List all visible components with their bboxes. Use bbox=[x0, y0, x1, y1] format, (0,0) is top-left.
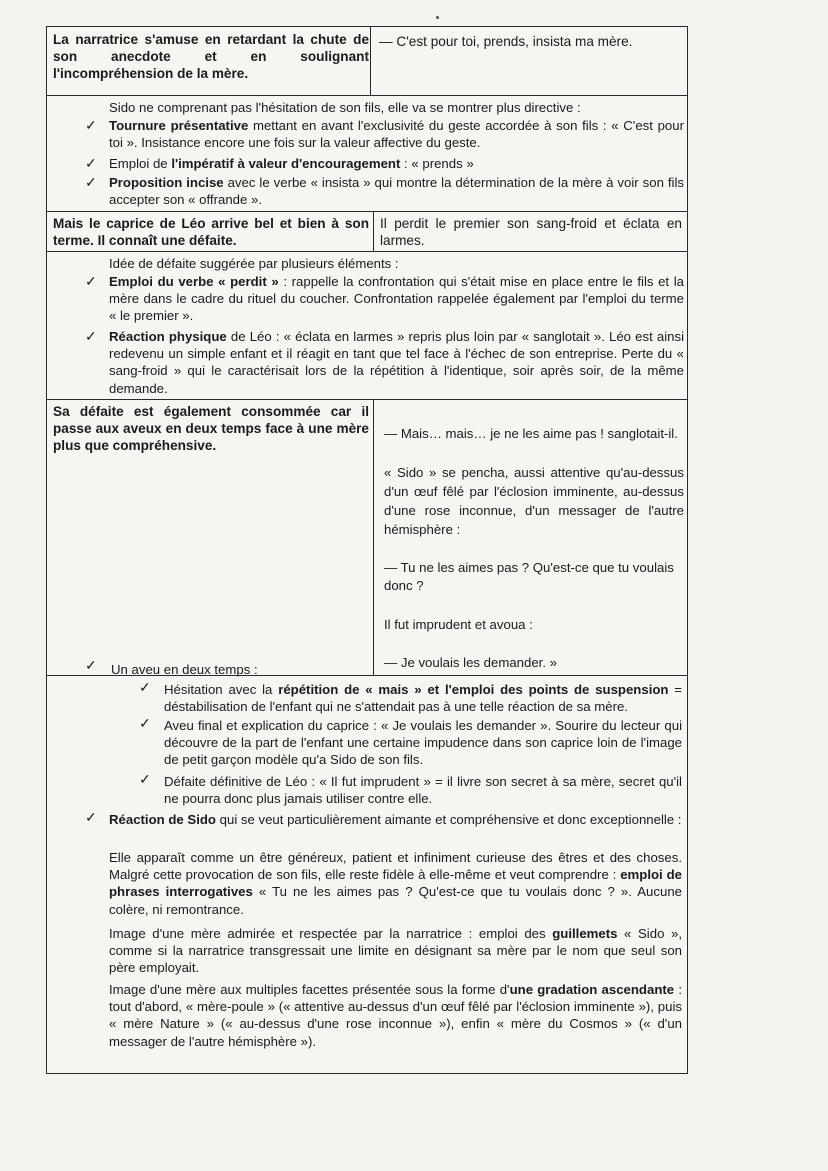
check-icon: ✓ bbox=[85, 155, 97, 171]
check-icon: ✓ bbox=[139, 715, 151, 731]
block1-item-1: Tournure présentative mettant en avant l'exclusivité du geste accordée à son fils : « C'est pour toi ». Insistance encore une fois sur la valeur affective du geste. bbox=[109, 118, 684, 151]
block1-bottom bbox=[47, 211, 687, 212]
check-icon: ✓ bbox=[85, 809, 97, 825]
sub-item-3: Défaite définitive de Léo : « Il fut imprudent » = il livre son secret à sa mère, secret qu'il ne pourra donc plus jamais utiliser contre elle. bbox=[164, 774, 682, 807]
sub-item-2: Aveu final et explication du caprice : « Je voulais les demander ». Sourire du lecteur qui découvre de la part de l'enfant une certaine impudence dans son caprice loin de l'image de petit garçon modèle qu'a Sido de son fils. bbox=[164, 718, 682, 768]
block2-item-2: Réaction physique de Léo : « éclata en larmes » repris plus loin par « sanglotait ». Léo est ainsi redevenu un simple enfant et il réagit en tant que tel face à l'échec de son entreprise. Perte du « sang-froid » qui le caractérisait lors de la répétition à l'identique, soir après soir, de la même demande. bbox=[109, 329, 685, 396]
row3-divider bbox=[373, 399, 374, 675]
block2-bottom bbox=[47, 399, 687, 400]
para-1: Elle apparaît comme un être généreux, patient et infiniment curieuse des êtres et des choses. Malgré cette provocation de son fils, elle reste fidèle à elle-même et veut comprendre : emploi de phrases interrogatives « Tu ne les aimes pas ? Qu'est-ce que tu voulais donc ? ». Aucune colère, ni remontrance. bbox=[109, 850, 682, 917]
block1-intro: Sido ne comprenant pas l'hésitation de son fils, elle va se montrer plus directive : bbox=[109, 100, 581, 115]
dialogue-2: — Tu ne les aimes pas ? Qu'est-ce que tu voulais donc ? bbox=[384, 560, 674, 593]
check-icon: ✓ bbox=[85, 328, 97, 344]
row1-divider bbox=[370, 27, 371, 95]
row3-left: Sa défaite est également consommée car il passe aux aveux en deux temps face à une mère plus que compréhensive. bbox=[53, 404, 369, 453]
sub-item-1: Hésitation avec la répétition de « mais » et l'emploi des points de suspension = déstabilisation de l'enfant qui ne s'attendait pas à une telle réaction de sa mère. bbox=[164, 682, 682, 715]
row2-left: Mais le caprice de Léo arrive bel et bien à son terme. Il connaît une défaite. bbox=[53, 216, 369, 248]
row1-left: La narratrice s'amuse en retardant la chute de son anecdote et en soulignant l'incompréhension de la mère. bbox=[53, 32, 369, 81]
row2-divider bbox=[373, 211, 374, 251]
dialogue-1: — Mais… mais… je ne les aime pas ! sanglotait-il. bbox=[384, 426, 678, 441]
row2-right: Il perdit le premier son sang-froid et éclata en larmes. bbox=[380, 216, 682, 248]
para-2: Image d'une mère admirée et respectée par la narratrice : emploi des guillemets « Sido », comme si la narratrice transgressait une limite en désignant sa mère par le nom que seul son père employait. bbox=[109, 926, 683, 976]
check-icon: ✓ bbox=[139, 679, 151, 695]
narration: « Sido » se pencha, aussi attentive qu'au-dessus d'un œuf fêlé par l'éclosion imminente, au-dessus d'une rose inconnue, d'un messager de l'autre hémisphère : bbox=[384, 465, 684, 537]
row1-bottom bbox=[47, 95, 687, 96]
analysis-table bbox=[46, 26, 688, 1074]
para-3: Image d'une mère aux multiples facettes présentée sous la forme d'une gradation ascendante : tout d'abord, « mère-poule » (« attentive au-dessus d'un œuf fêlé par l'éclosion imminente »), puis « mère Nature » (« au-dessus d'une rose inconnue »), enfin « mère du Cosmos » (« d'un messager de l'autre hémisphère »). bbox=[109, 982, 682, 1049]
scan-dot bbox=[436, 16, 439, 19]
check-icon: ✓ bbox=[139, 771, 151, 787]
row1-right: — C'est pour toi, prends, insista ma mère. bbox=[379, 34, 633, 49]
check-icon: ✓ bbox=[85, 657, 97, 673]
block2-intro: Idée de défaite suggérée par plusieurs éléments : bbox=[109, 256, 399, 271]
check-icon: ✓ bbox=[85, 117, 97, 133]
block1-item-3: Proposition incise avec le verbe « insista » qui montre la détermination de la mère à voir son fils accepter son « offrande ». bbox=[109, 175, 684, 208]
reaction-sido: Réaction de Sido qui se veut particulièrement aimante et compréhensive et donc exceptionnelle : bbox=[109, 812, 682, 827]
check-icon: ✓ bbox=[85, 273, 97, 289]
aveu-heading: Un aveu en deux temps : bbox=[111, 662, 258, 677]
row2-bottom bbox=[47, 251, 687, 252]
dialogue-3: — Je voulais les demander. » bbox=[384, 655, 557, 670]
check-icon: ✓ bbox=[85, 174, 97, 190]
block2-item-1: Emploi du verbe « perdit » : rappelle la confrontation qui s'était mise en place entre le fils et la mère dans le cadre du rituel du coucher. Confrontation rappelée également par l'emploi du terme « le premier ». bbox=[109, 274, 684, 324]
block1-item-2: Emploi de l'impératif à valeur d'encouragement : « prends » bbox=[109, 156, 474, 171]
aveu-line: Il fut imprudent et avoua : bbox=[384, 617, 533, 632]
